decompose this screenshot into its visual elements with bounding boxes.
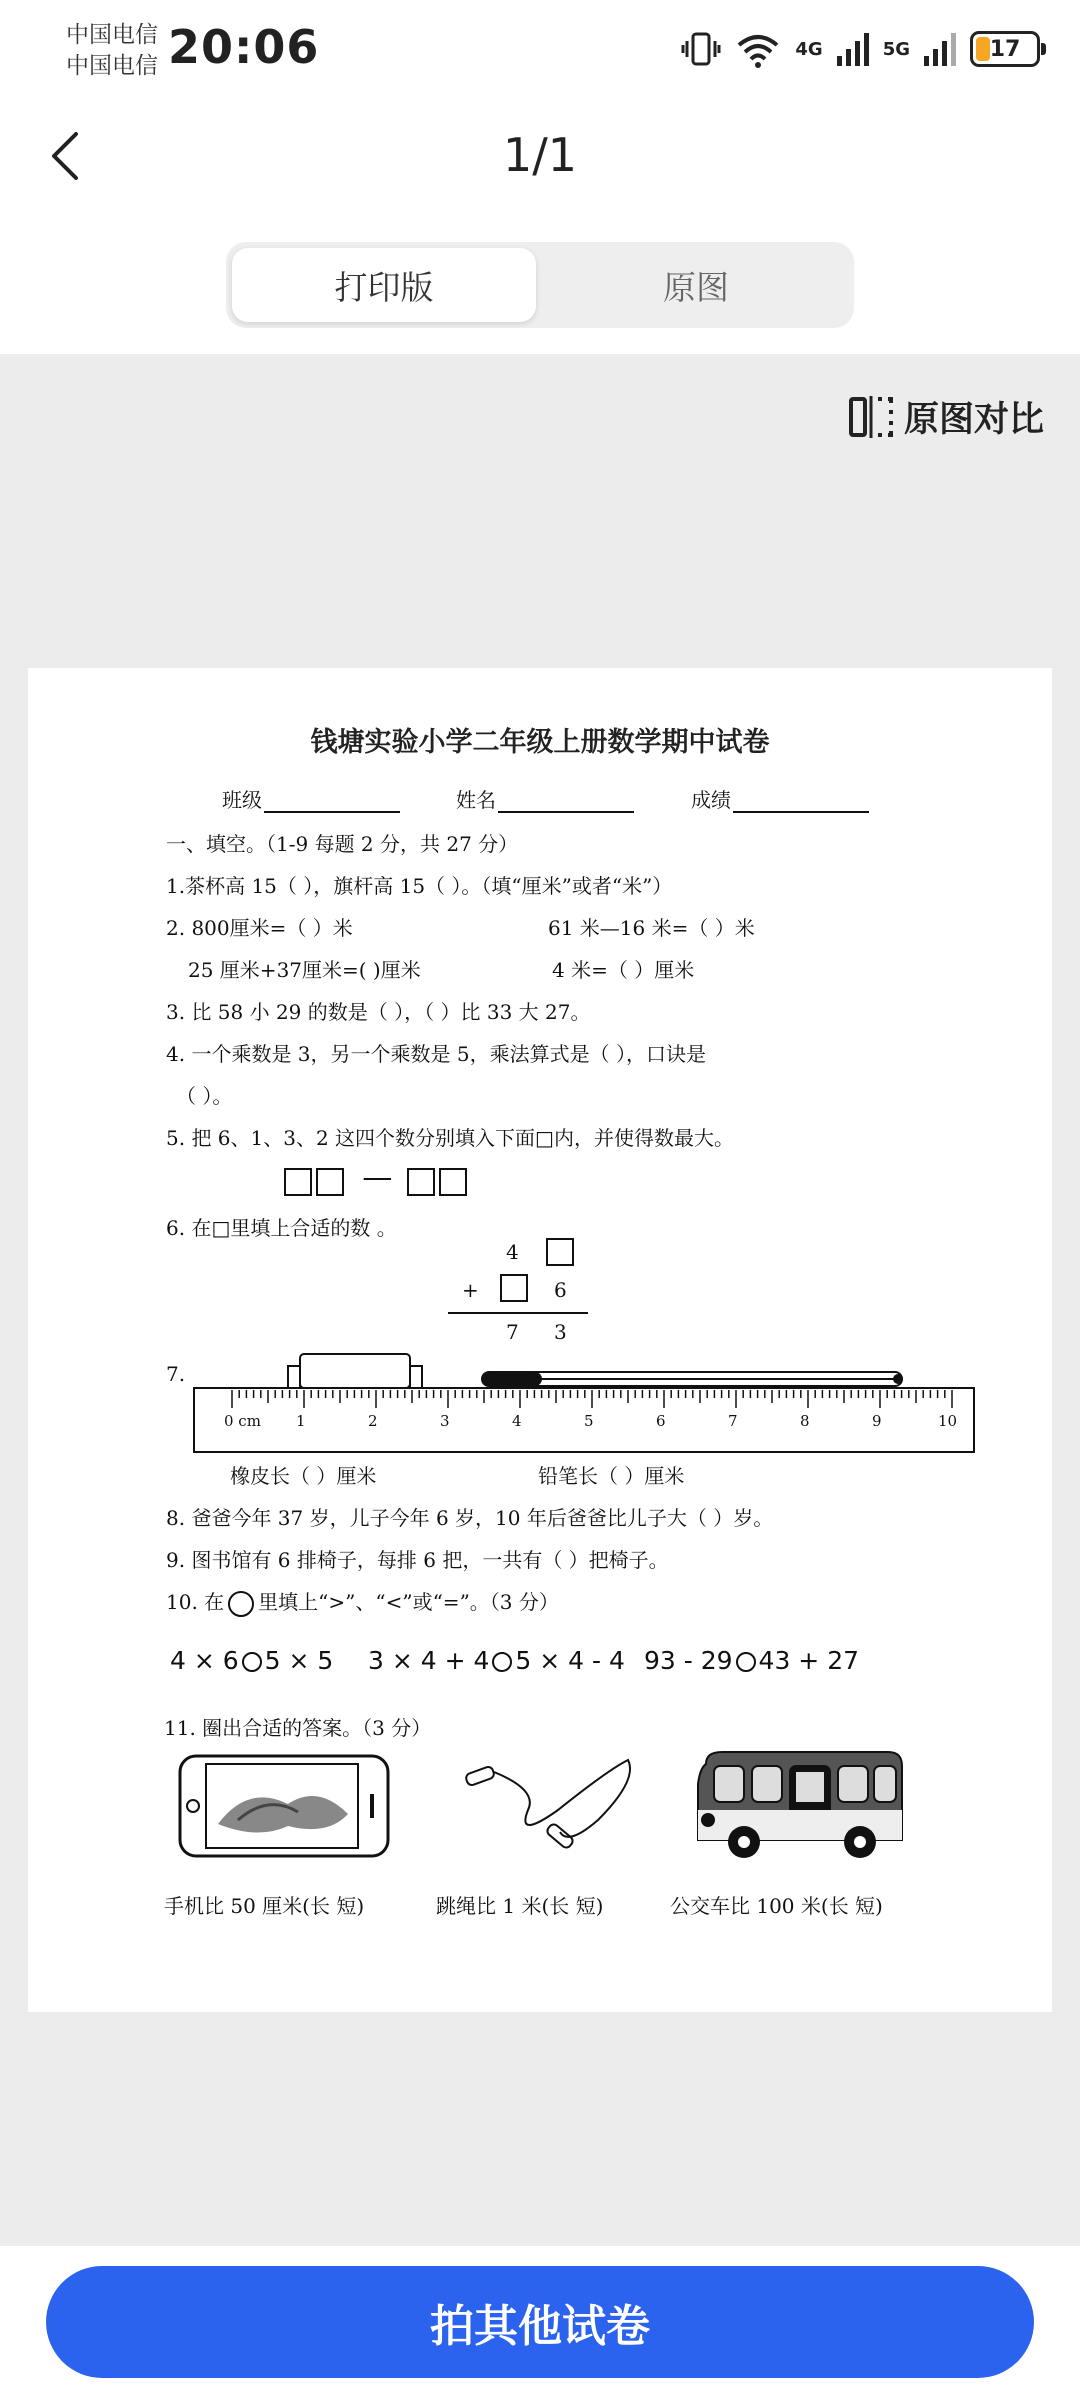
question-4a: 4. 一个乘数是 3，另一个乘数是 5，乘法算式是（ ），口诀是 [166, 1042, 706, 1066]
clock: 20:06 [168, 20, 320, 74]
question-7a: 橡皮长（ ）厘米 [230, 1464, 377, 1488]
question-1: 1.茶杯高 15（ ），旗杆高 15（ ）。（填“厘米”或者“米”） [166, 874, 673, 898]
caption-bus: 公交车比 100 米(长 短) [670, 1894, 883, 1918]
ruler-label: 6 [656, 1412, 666, 1430]
ruler-label: 0 cm [224, 1412, 261, 1430]
question-6: 6. 在□里填上合适的数 。 [166, 1216, 397, 1240]
ruler-label: 3 [440, 1412, 450, 1430]
q6-top-digit: 4 [506, 1240, 519, 1264]
name-label: 姓名 [456, 788, 496, 812]
question-9: 9. 图书馆有 6 排椅子，每排 6 把，一共有（ ）把椅子。 [166, 1548, 669, 1572]
question-7b: 铅笔长（ ）厘米 [538, 1464, 685, 1488]
answer-box [316, 1168, 344, 1196]
ruler-labels [192, 1412, 1016, 1442]
q10-prefix: 10. 在 [166, 1590, 225, 1614]
page-indicator: 1/1 [502, 128, 578, 182]
q6-top-box [546, 1238, 578, 1266]
q6-mid-box [500, 1274, 532, 1302]
ruler-label: 8 [800, 1412, 810, 1430]
answer-box [284, 1168, 312, 1196]
name-field [456, 784, 634, 813]
carrier-2: 中国电信 [66, 53, 158, 79]
exam-paper [28, 668, 1052, 2012]
q6-plus: + [462, 1278, 479, 1302]
ruler-label: 7 [728, 1412, 738, 1430]
status-icons [681, 26, 1040, 72]
question-3: 3. 比 58 小 29 的数是（ ），（ ）比 33 大 27。 [166, 1000, 591, 1024]
q6-result-2: 3 [554, 1320, 567, 1344]
answer-box [407, 1168, 435, 1196]
ruler-label: 9 [872, 1412, 882, 1430]
carrier-1: 中国电信 [66, 22, 158, 48]
tab-original-image[interactable]: 原图 [663, 267, 729, 307]
ruler-label: 10 [938, 1412, 958, 1430]
question-2d: 4 米=（ ）厘米 [552, 958, 695, 982]
class-field [222, 784, 400, 813]
carrier-info [66, 20, 158, 82]
wifi-icon [735, 29, 781, 69]
question-7: 7. [166, 1362, 186, 1386]
question-2a: 2. 800厘米=（ ）米 [166, 916, 353, 940]
answer-box [439, 1168, 467, 1196]
phone-illustration [178, 1754, 390, 1858]
comparison-3: 93 - 29 43 + 27 [644, 1646, 860, 1675]
question-2b: 61 米—16 米=（ ）米 [548, 916, 755, 940]
q6-result-1: 7 [506, 1320, 519, 1344]
q6-mid-digit: 6 [554, 1278, 567, 1302]
ruler-label: 4 [512, 1412, 522, 1430]
question-10 [166, 1586, 559, 1617]
exam-title: 钱塘实验小学二年级上册数学期中试卷 [310, 727, 770, 758]
view-mode-bar [0, 218, 1080, 354]
bottom-bar [0, 2246, 1080, 2400]
caption-phone: 手机比 50 厘米(长 短) [164, 1894, 365, 1918]
question-5: 5. 把 6、1、3、2 这四个数分别填入下面□内，并使得数最大。 [166, 1126, 734, 1150]
nav-bar [0, 100, 1080, 219]
compare-icon [848, 396, 894, 438]
question-2c: 25 厘米+37厘米=( )厘米 [188, 958, 421, 982]
signal-icon-2 [924, 32, 956, 66]
comparison-1: 4 × 6 5 × 5 [170, 1646, 334, 1675]
question-4b: （ ）。 [176, 1084, 233, 1108]
status-bar [0, 0, 1080, 100]
view-mode-toggle [226, 242, 854, 328]
signal-icon [837, 32, 869, 66]
compare-button[interactable] [848, 392, 1044, 442]
network-label-1: 4G [795, 38, 823, 60]
ruler-label: 1 [296, 1412, 306, 1430]
q10-suffix: 里填上“>”、“<”或“=”。（3 分） [258, 1590, 559, 1614]
ruler-label: 2 [368, 1412, 378, 1430]
score-label: 成绩 [691, 788, 731, 812]
jump-rope-illustration [458, 1750, 638, 1862]
network-label-2: 5G [882, 38, 910, 60]
score-field [691, 784, 869, 813]
compare-label: 原图对比 [903, 400, 1044, 440]
preview-area [0, 354, 1080, 2246]
q5-boxes: — [284, 1160, 471, 1196]
scan-other-exam-button[interactable]: 拍其他试卷 [46, 2266, 1034, 2378]
question-11: 11. 圈出合适的答案。（3 分） [164, 1716, 432, 1740]
battery-icon [970, 31, 1040, 67]
caption-jump-rope: 跳绳比 1 米(长 短) [436, 1894, 604, 1918]
q6-sum-line [448, 1312, 588, 1314]
tab-print-version[interactable]: 打印版 [232, 248, 536, 322]
question-8: 8. 爸爸今年 37 岁，儿子今年 6 岁，10 年后爸爸比儿子大（ ）岁。 [166, 1506, 774, 1530]
comparison-2: 3 × 4 + 4 5 × 4 - 4 [368, 1646, 625, 1675]
section-1-header: 一、填空。（1-9 每题 2 分，共 27 分） [166, 832, 519, 856]
class-label: 班级 [222, 788, 262, 812]
vibrate-icon [681, 29, 721, 69]
battery-level: 17 [989, 36, 1021, 62]
bus-illustration [692, 1744, 912, 1868]
ruler-label: 5 [584, 1412, 594, 1430]
